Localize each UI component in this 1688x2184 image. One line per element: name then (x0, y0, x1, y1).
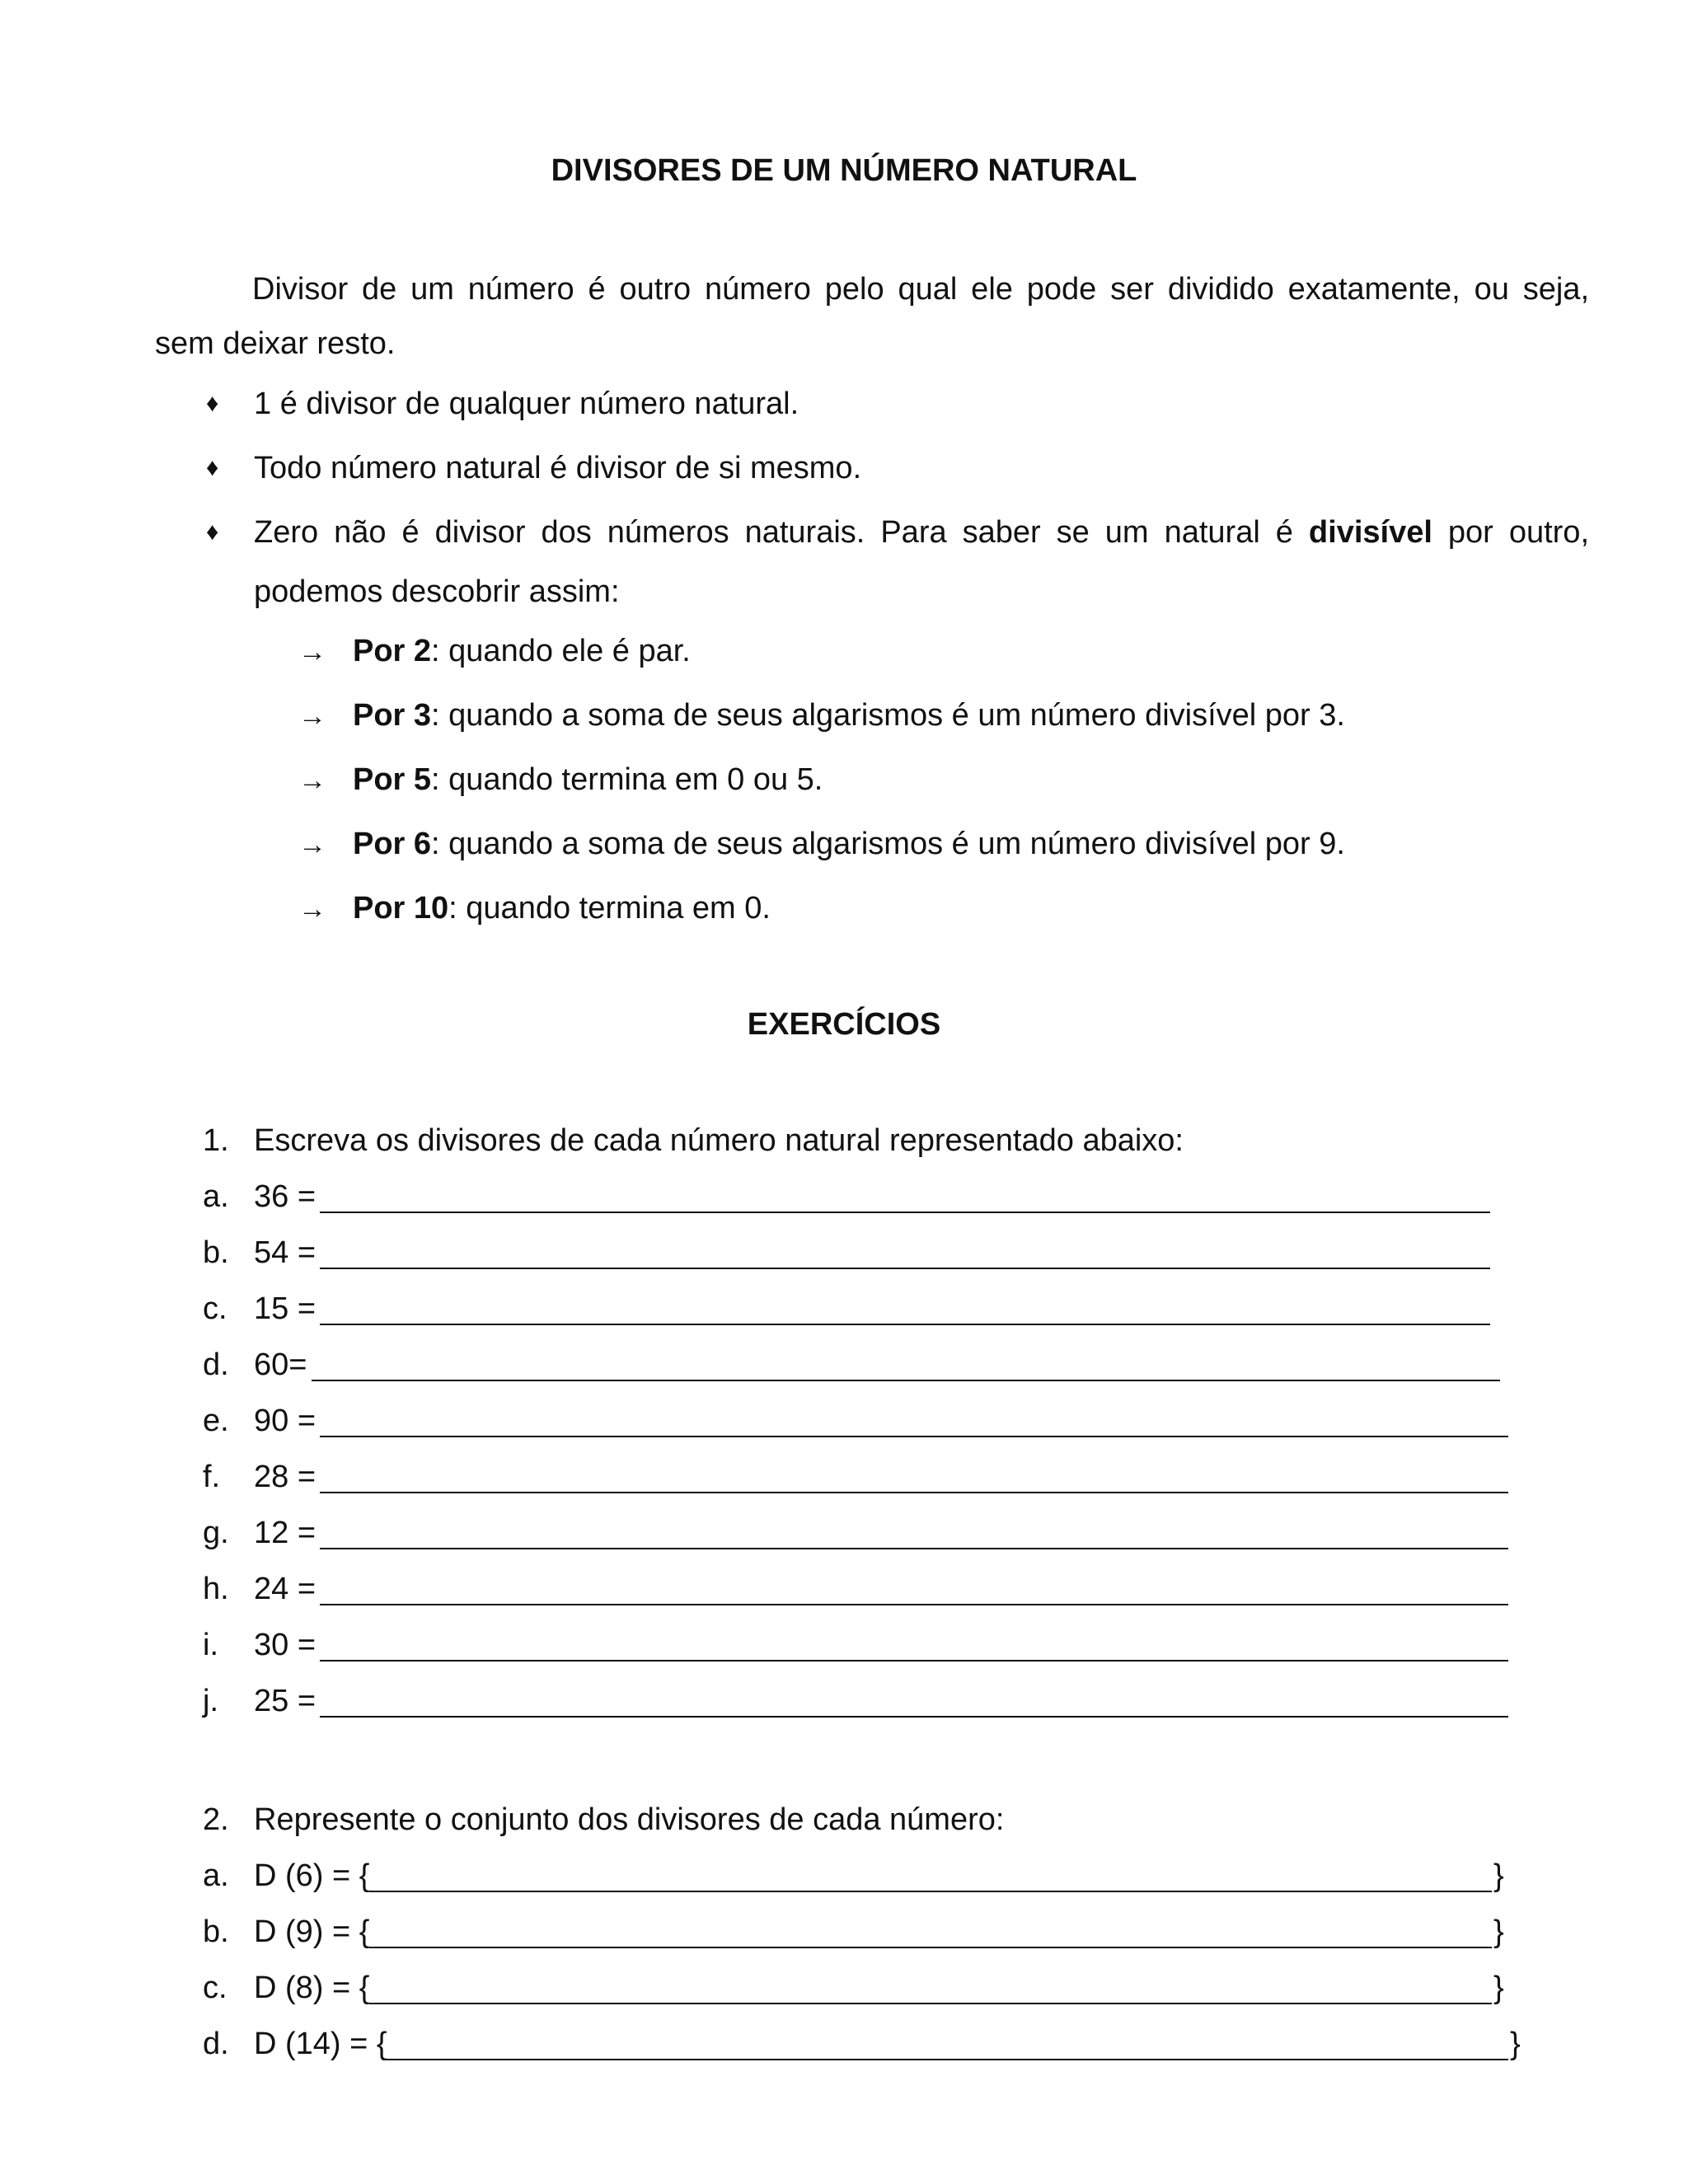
item-letter: a. (203, 1858, 229, 1893)
bold-term: divisível (1308, 515, 1432, 550)
rule-label: Por 5 (353, 762, 432, 797)
item-letter: i. (203, 1628, 218, 1662)
item-letter: j. (203, 1684, 218, 1718)
intro-paragraph (155, 262, 1589, 316)
item-expression: 15 = (254, 1291, 316, 1326)
question-1 (203, 1119, 1184, 1162)
question-text: Escreva os divisores de cada número natural representado abaixo: (254, 1123, 1184, 1158)
answer-blank-line[interactable] (320, 1268, 1490, 1269)
rule-item (298, 630, 691, 673)
answer-blank-line[interactable] (320, 1324, 1490, 1325)
right-arrow-icon: → (298, 701, 326, 732)
bullet-text: Todo número natural é divisor de si mesmo. (254, 451, 862, 485)
answer-blank-line[interactable] (320, 1604, 1508, 1605)
answer-blank-line[interactable] (320, 1548, 1508, 1549)
diamond-bullet-icon: ♦ (206, 390, 219, 417)
set-expression: D (9) = { (254, 1915, 370, 1949)
exercises-heading: EXERCÍCIOS (747, 1007, 941, 1042)
right-arrow-icon: → (298, 636, 326, 668)
set-expression: D (8) = { (254, 1971, 370, 2005)
rule-label: Por 3 (353, 698, 432, 733)
bullet-text-line-1 (254, 503, 1589, 562)
item-letter: b. (203, 1915, 229, 1949)
page-title: DIVISORES DE UM NÚMERO NATURAL (551, 153, 1137, 188)
diamond-bullet-icon: ♦ (206, 518, 219, 546)
set-expression: D (6) = { (254, 1858, 370, 1893)
rule-item (298, 694, 1345, 738)
rule-item (298, 823, 1345, 866)
bullet-text-part: Zero não é divisor dos números naturais. Para saber se um natural é (254, 515, 1309, 550)
intro-paragraph-cont (155, 316, 1589, 371)
item-expression: 36 = (254, 1179, 316, 1214)
item-letter: b. (203, 1235, 229, 1270)
item-expression: 12 = (254, 1516, 316, 1550)
answer-blank-line[interactable] (369, 1891, 1492, 1892)
question-text: Represente o conjunto dos divisores de cada número: (254, 1802, 1005, 1837)
closing-brace: } (1510, 2027, 1521, 2061)
answer-blank-line[interactable] (369, 2003, 1492, 2004)
rule-item (298, 758, 823, 802)
rule-item (298, 887, 771, 930)
question-number: 2. (203, 1802, 229, 1837)
rule-text: : quando termina em 0 ou 5. (431, 762, 823, 797)
rule-label: Por 6 (353, 827, 432, 861)
intro-line-2: sem deixar resto. (155, 326, 396, 361)
answer-blank-line[interactable] (320, 1660, 1508, 1661)
answer-blank-line[interactable] (369, 1947, 1492, 1948)
bullet-text-part: por outro, (1432, 515, 1589, 550)
rule-label: Por 2 (353, 634, 432, 668)
answer-blank-line[interactable] (320, 1436, 1508, 1437)
item-expression: 60= (254, 1347, 307, 1382)
right-arrow-icon: → (298, 829, 326, 860)
rule-text: : quando a soma de seus algarismos é um número divisível por 3. (431, 698, 1345, 733)
right-arrow-icon: → (298, 765, 326, 796)
item-expression: 90 = (254, 1404, 316, 1438)
intro-line-1: Divisor de um número é outro número pelo qual ele pode ser dividido exatamente, ou seja, (252, 272, 1589, 307)
item-expression: 24 = (254, 1572, 316, 1606)
closing-brace: } (1493, 1915, 1504, 1949)
item-expression: 28 = (254, 1460, 316, 1494)
item-expression: 30 = (254, 1628, 316, 1662)
diamond-bullet-icon: ♦ (206, 454, 219, 481)
item-letter: h. (203, 1572, 229, 1606)
item-expression: 54 = (254, 1235, 316, 1270)
item-letter: e. (203, 1404, 229, 1438)
rule-text: : quando a soma de seus algarismos é um número divisível por 9. (431, 827, 1345, 861)
rule-label: Por 10 (353, 891, 449, 926)
bullet-text: 1 é divisor de qualquer número natural. (254, 387, 799, 421)
item-letter: c. (203, 1971, 227, 2005)
item-letter: g. (203, 1516, 229, 1550)
right-arrow-icon: → (298, 893, 326, 925)
answer-blank-line[interactable] (320, 1212, 1490, 1213)
rule-text: : quando termina em 0. (448, 891, 771, 926)
item-letter: c. (203, 1291, 227, 1326)
question-2 (203, 1798, 1004, 1841)
item-letter: d. (203, 1347, 229, 1382)
closing-brace: } (1493, 1858, 1504, 1893)
rule-text: : quando ele é par. (431, 634, 691, 668)
item-letter: d. (203, 2027, 229, 2061)
item-letter: f. (203, 1460, 221, 1494)
item-letter: a. (203, 1179, 229, 1214)
answer-blank-line[interactable] (386, 2059, 1508, 2060)
question-number: 1. (203, 1123, 229, 1158)
bullet-text (254, 503, 1589, 562)
answer-blank-line[interactable] (320, 1492, 1508, 1493)
item-expression: 25 = (254, 1684, 316, 1718)
bullet-text-line-2: podemos descobrir assim: (254, 574, 620, 609)
answer-blank-line[interactable] (312, 1380, 1500, 1381)
closing-brace: } (1493, 1971, 1504, 2005)
answer-blank-line[interactable] (320, 1716, 1508, 1718)
set-expression: D (14) = { (254, 2027, 387, 2061)
